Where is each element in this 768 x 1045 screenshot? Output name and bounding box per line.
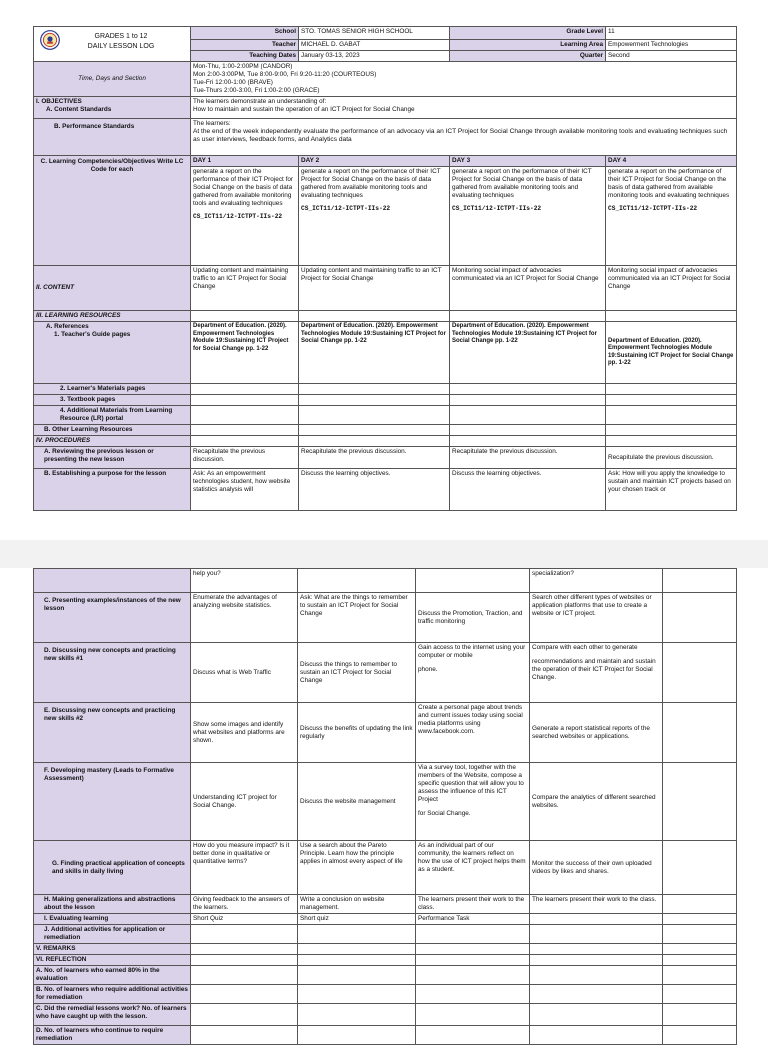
- references-label: [34, 322, 191, 384]
- procedure-b-day-4-cont: specialization?: [530, 569, 663, 593]
- lr-portal-label: 4. Additional Materials from Learning Resource (LR) portal: [34, 406, 191, 425]
- teachers-guide-heading: 1. Teacher's Guide pages: [54, 331, 131, 338]
- procedure-i-label: I. Evaluating learning: [34, 914, 191, 925]
- logo-title-cell: [34, 27, 191, 62]
- procedure-f-day-3-line: for Social Change.: [418, 810, 471, 817]
- form-title-line2: DAILY LESSON LOG: [87, 42, 155, 50]
- content-standards-line: The learners demonstrate an understanding of:: [193, 98, 327, 105]
- procedure-f-day-3: [416, 763, 530, 841]
- reflection-b-row: [34, 985, 737, 1004]
- procedure-a-day-4: Recapitulate the previous discussion.: [606, 447, 737, 469]
- procedure-b-day-4: Ask: How will you apply the knowledge to sustain and maintain ICT projects based on your chosen track or: [606, 469, 737, 511]
- content-label: II. CONTENT: [34, 266, 191, 311]
- procedure-h-row: [34, 895, 737, 914]
- procedure-g-row: [34, 841, 737, 895]
- day-3-header: DAY 3: [450, 156, 606, 167]
- reflection-d-row: [34, 1026, 737, 1045]
- lesson-log-table-page-1: [33, 26, 737, 511]
- learning-resources-row: [34, 311, 737, 322]
- grade-level-value: 11: [606, 27, 737, 40]
- procedure-e-day-2: Discuss the benefits of updating the link regularly: [298, 703, 416, 763]
- procedure-j-label: J. Additional activities for application or remediation: [34, 925, 191, 944]
- competency-day-2: [299, 167, 450, 266]
- procedure-b-continued-row: [34, 569, 737, 593]
- procedure-b-day-3: Discuss the learning objectives.: [450, 469, 606, 511]
- performance-standards-line: At the end of the week independently evaluate the performance of an advocacy via an ICT Project for Social Change through available monitoring tools and evaluating techniques such as user interviews, feedback forms, and Analytics data: [193, 128, 728, 144]
- time-days-label: Time, Days and Section: [34, 62, 191, 97]
- reflection-d-label: D. No. of learners who continue to require remediation: [34, 1026, 191, 1045]
- content-standards-row: [34, 97, 737, 119]
- procedure-a-label: A. Reviewing the previous lesson or presenting the new lesson: [34, 447, 191, 469]
- page-gap: [0, 540, 768, 568]
- learning-area-value: Empowerment Technologies: [606, 40, 737, 51]
- procedure-a-day-1: Recapitulate the previous discussion.: [191, 447, 299, 469]
- learners-materials-row: [34, 384, 737, 395]
- procedure-c-day-1: Enumerate the advantages of analyzing website statistics.: [191, 593, 298, 643]
- content-standards-text: [191, 97, 737, 119]
- procedure-d-day-4-line: Compare with each other to generate: [532, 644, 638, 651]
- time-days-row: [34, 62, 737, 97]
- procedure-d-day-4: [530, 643, 663, 703]
- remarks-label: V. REMARKS: [34, 944, 191, 955]
- remarks-row: [34, 944, 737, 955]
- procedure-d-day-3-line: Gain access to the internet using your computer or mobile: [418, 644, 526, 659]
- procedure-b-day-1-cont: help you?: [191, 569, 298, 593]
- procedure-f-day-1: Understanding ICT project for Social Change.: [191, 763, 298, 841]
- lesson-log-table-page-2: [33, 568, 737, 1045]
- lc-code: CS_ICT11/12-ICTPT-IIs-22: [608, 205, 698, 212]
- procedure-c-label: C. Presenting examples/instances of the new lesson: [34, 593, 191, 643]
- procedure-h-day-3: The learners present their work to the class.: [416, 895, 530, 914]
- tg-day-3: Department of Education. (2020). Empowerment Technologies Module 19:Sustaining ICT Project for Social Change pp. 1-22: [450, 322, 606, 384]
- competency-text: generate a report on the performance of their ICT Project for Social Change on the basis of data gathered from available monitoring tools and evaluating techniques: [193, 168, 294, 207]
- other-resources-row: [34, 425, 737, 436]
- quarter-label: Quarter: [450, 51, 606, 62]
- learners-materials-label: 2. Learner's Materials pages: [34, 384, 191, 395]
- textbook-row: [34, 395, 737, 406]
- procedure-c-day-4: Search other different types of websites or application platforms that use to create a website or ICT project.: [530, 593, 663, 643]
- teacher-label: Teacher: [191, 40, 299, 51]
- procedure-f-row: [34, 763, 737, 841]
- performance-standards-line: The learners:: [193, 120, 231, 127]
- lr-portal-row: [34, 406, 737, 425]
- procedure-f-label: F. Developing mastery (Leads to Formative Assessment): [34, 763, 191, 841]
- quarter-value: Second: [606, 51, 737, 62]
- procedure-b-day-2: Discuss the learning objectives.: [299, 469, 450, 511]
- procedure-h-day-1: Giving feedback to the answers of the learners.: [191, 895, 298, 914]
- procedure-g-day-4: Monitor the success of their own uploaded videos by likes and shares.: [530, 841, 663, 895]
- procedure-d-day-3-line: phone.: [418, 666, 438, 673]
- procedure-c-day-2: Ask: What are the things to remember to sustain an ICT Project for Social Change: [298, 593, 416, 643]
- schedule-line: Tue-Fri 12:00-1:00 (BRAVE): [193, 79, 273, 86]
- content-standards-label: [34, 97, 191, 119]
- other-resources-label: B. Other Learning Resources: [34, 425, 191, 436]
- procedures-row: [34, 436, 737, 447]
- procedure-e-day-1: Show some images and identify what websites and platforms are shown.: [191, 703, 298, 763]
- procedure-f-day-2: Discuss the website management: [298, 763, 416, 841]
- procedure-f-day-3-line: Via a survey tool, together with the members of the Website, compose a specific question that will allow you to assess the influence of this ICT Project: [418, 764, 524, 803]
- procedure-i-day-3: Performance Task: [416, 914, 530, 925]
- content-day-3: Monitoring social impact of advocacies communicated via an ICT Project for Social Change: [450, 266, 606, 311]
- form-title-line1: GRADES 1 to 12: [94, 33, 148, 40]
- procedure-d-label: D. Discussing new concepts and practicing new skills #1: [34, 643, 191, 703]
- header-row-school: [34, 27, 737, 40]
- competency-day-4: [606, 167, 737, 266]
- deped-seal-icon: [40, 30, 60, 50]
- procedure-i-day-1: Short Quiz: [191, 914, 298, 925]
- procedure-a-day-2: Recapitulate the previous discussion.: [299, 447, 450, 469]
- reflection-a-label: A. No. of learners who earned 80% in the evaluation: [34, 966, 191, 985]
- content-day-4: Monitoring social impact of advocacies communicated via an ICT Project for Social Change: [606, 266, 737, 311]
- procedure-c-row: [34, 593, 737, 643]
- competency-day-1: [191, 167, 299, 266]
- reflection-c-row: [34, 1004, 737, 1026]
- performance-standards-row: [34, 119, 737, 156]
- tg-day-2: Department of Education. (2020). Empowerment Technologies Module 19:Sustaining ICT Project for Social Change pp. 1-22: [299, 322, 450, 384]
- school-label: School: [191, 27, 299, 40]
- procedure-c-day-3: Discuss the Promotion, Traction, and traffic monitoring: [416, 593, 530, 643]
- procedure-f-day-4: Compare the analytics of different searched websites.: [530, 763, 663, 841]
- day-1-header: DAY 1: [191, 156, 299, 167]
- references-heading: A. References: [46, 323, 89, 330]
- lc-code: CS_ICT11/12-ICTPT-IIs-22: [452, 205, 542, 212]
- time-days-schedule: [191, 62, 737, 97]
- content-day-1: Updating content and maintaining traffic to an ICT Project for Social Change: [191, 266, 299, 311]
- performance-standards-text: [191, 119, 737, 156]
- content-day-2: Updating content and maintaining traffic to an ICT Project for Social Change: [299, 266, 450, 311]
- content-row: [34, 266, 737, 311]
- procedure-b-row: [34, 469, 737, 511]
- learning-resources-label: III. LEARNING RESOURCES: [34, 311, 191, 322]
- procedure-g-label: G. Finding practical application of concepts and skills in daily living: [34, 841, 191, 895]
- procedure-e-day-4: Generate a report statistical reports of the searched websites or applications.: [530, 703, 663, 763]
- reflection-c-label: C. Did the remedial lessons work? No. of learners who have caught up with the lesson.: [34, 1004, 191, 1026]
- lc-code: CS_ICT11/12-ICTPT-IIs-22: [193, 213, 283, 220]
- content-standards-heading: A. Content Standards: [46, 106, 112, 113]
- learning-area-label: Learning Area: [450, 40, 606, 51]
- teacher-value: MICHAEL D. GABAT: [299, 40, 450, 51]
- procedure-g-day-3: As an individual part of our community, the learners reflect on how the use of ICT project helps them as a student.: [416, 841, 530, 895]
- reflection-row: [34, 955, 737, 966]
- reflection-b-label: B. No. of learners who require additional activities for remediation: [34, 985, 191, 1004]
- reflection-a-row: [34, 966, 737, 985]
- day-header-row: [34, 156, 737, 167]
- performance-standards-label: [34, 119, 191, 156]
- teachers-guide-row: [34, 322, 737, 384]
- procedure-h-day-2: Write a conclusion on website management.: [298, 895, 416, 914]
- procedure-d-day-2: Discuss the things to remember to sustain an ICT Project for Social Change: [298, 643, 416, 703]
- procedure-h-day-4: The learners present their work to the class.: [530, 895, 663, 914]
- performance-standards-heading: B. Performance Standards: [54, 123, 135, 130]
- textbook-label: 3. Textbook pages: [34, 395, 191, 406]
- schedule-line: Mon-Thu, 1:00-2:00PM (CANDOR): [193, 63, 293, 70]
- grade-level-label: Grade Level: [450, 27, 606, 40]
- procedure-g-day-2: Use a search about the Pareto Principle. Learn how the principle applies in almost every aspect of life: [298, 841, 416, 895]
- procedure-i-day-2: Short quiz: [298, 914, 416, 925]
- procedure-d-day-4-line: recommendations and maintain and sustain the operation of their ICT Project for Social Change.: [532, 658, 656, 681]
- procedure-d-day-3: [416, 643, 530, 703]
- lc-code: CS_ICT11/12-ICTPT-IIs-22: [301, 205, 391, 212]
- competency-text: generate a report on the performance of their ICT Project for Social Change on the basis of data gathered from available monitoring tools and evaluating techniques: [608, 168, 730, 199]
- tg-day-4: Department of Education. (2020). Empowerment Technologies Module 19:Sustaining ICT Project for Social Change pp. 1-22: [606, 322, 737, 384]
- procedure-j-row: [34, 925, 737, 944]
- procedure-d-day-1: Discuss what is Web Traffic: [191, 643, 298, 703]
- competency-text: generate a report on the performance of their ICT Project for Social Change on the basis of data gathered from available monitoring tools and evaluating techniques: [452, 168, 592, 199]
- school-value: STO. TOMAS SENIOR HIGH SCHOOL: [299, 27, 450, 40]
- procedure-b-day-1: Ask: As an empowerment technologies student, how website statistics analysis will: [191, 469, 299, 511]
- procedures-label: IV. PROCEDURES: [34, 436, 191, 447]
- reflection-label: VI. REFLECTION: [34, 955, 191, 966]
- schedule-line: Tue-Thurs 2:00-3:00, Fri 1:00-2:00 (GRACE): [193, 87, 320, 94]
- objectives-heading: I. OBJECTIVES: [36, 98, 82, 105]
- procedure-g-day-1: How do you measure impact? Is it better done in qualitative or quantitative terms?: [191, 841, 298, 895]
- procedure-a-day-3: Recapitulate the previous discussion.: [450, 447, 606, 469]
- competency-text: generate a report on the performance of their ICT Project for Social Change on the basis of data gathered from available monitoring tools and evaluating techniques: [301, 168, 441, 199]
- page-2: [0, 568, 768, 1042]
- teaching-dates-value: January 03-13, 2023: [299, 51, 450, 62]
- procedure-e-label: E. Discussing new concepts and practicing new skills #2: [34, 703, 191, 763]
- procedure-b-label: B. Establishing a purpose for the lesson: [34, 469, 191, 511]
- procedure-d-row: [34, 643, 737, 703]
- day-4-header: DAY 4: [606, 156, 737, 167]
- competency-day-3: [450, 167, 606, 266]
- tg-day-1: Department of Education. (2020). Empowerment Technologies Module 19:Sustaining ICT Project for Social Change pp. 1-22: [191, 322, 299, 384]
- competencies-label: C. Learning Competencies/Objectives Write LC Code for each: [34, 156, 191, 266]
- procedure-e-row: [34, 703, 737, 763]
- procedure-i-row: [34, 914, 737, 925]
- content-standards-line: How to maintain and sustain the operation of an ICT Project for Social Change: [193, 106, 415, 113]
- procedure-e-day-3: Create a personal page about trends and current issues today using social media platforms using www.facebook.com.: [416, 703, 530, 763]
- day-2-header: DAY 2: [299, 156, 450, 167]
- procedure-a-row: [34, 447, 737, 469]
- teaching-dates-label: Teaching Dates: [191, 51, 299, 62]
- procedure-h-label: H. Making generalizations and abstractions about the lesson: [34, 895, 191, 914]
- schedule-line: Mon 2:00-3:00PM, Tue 8:00-9:00, Fri 9:20-11:20 (COURTEOUS): [193, 71, 377, 78]
